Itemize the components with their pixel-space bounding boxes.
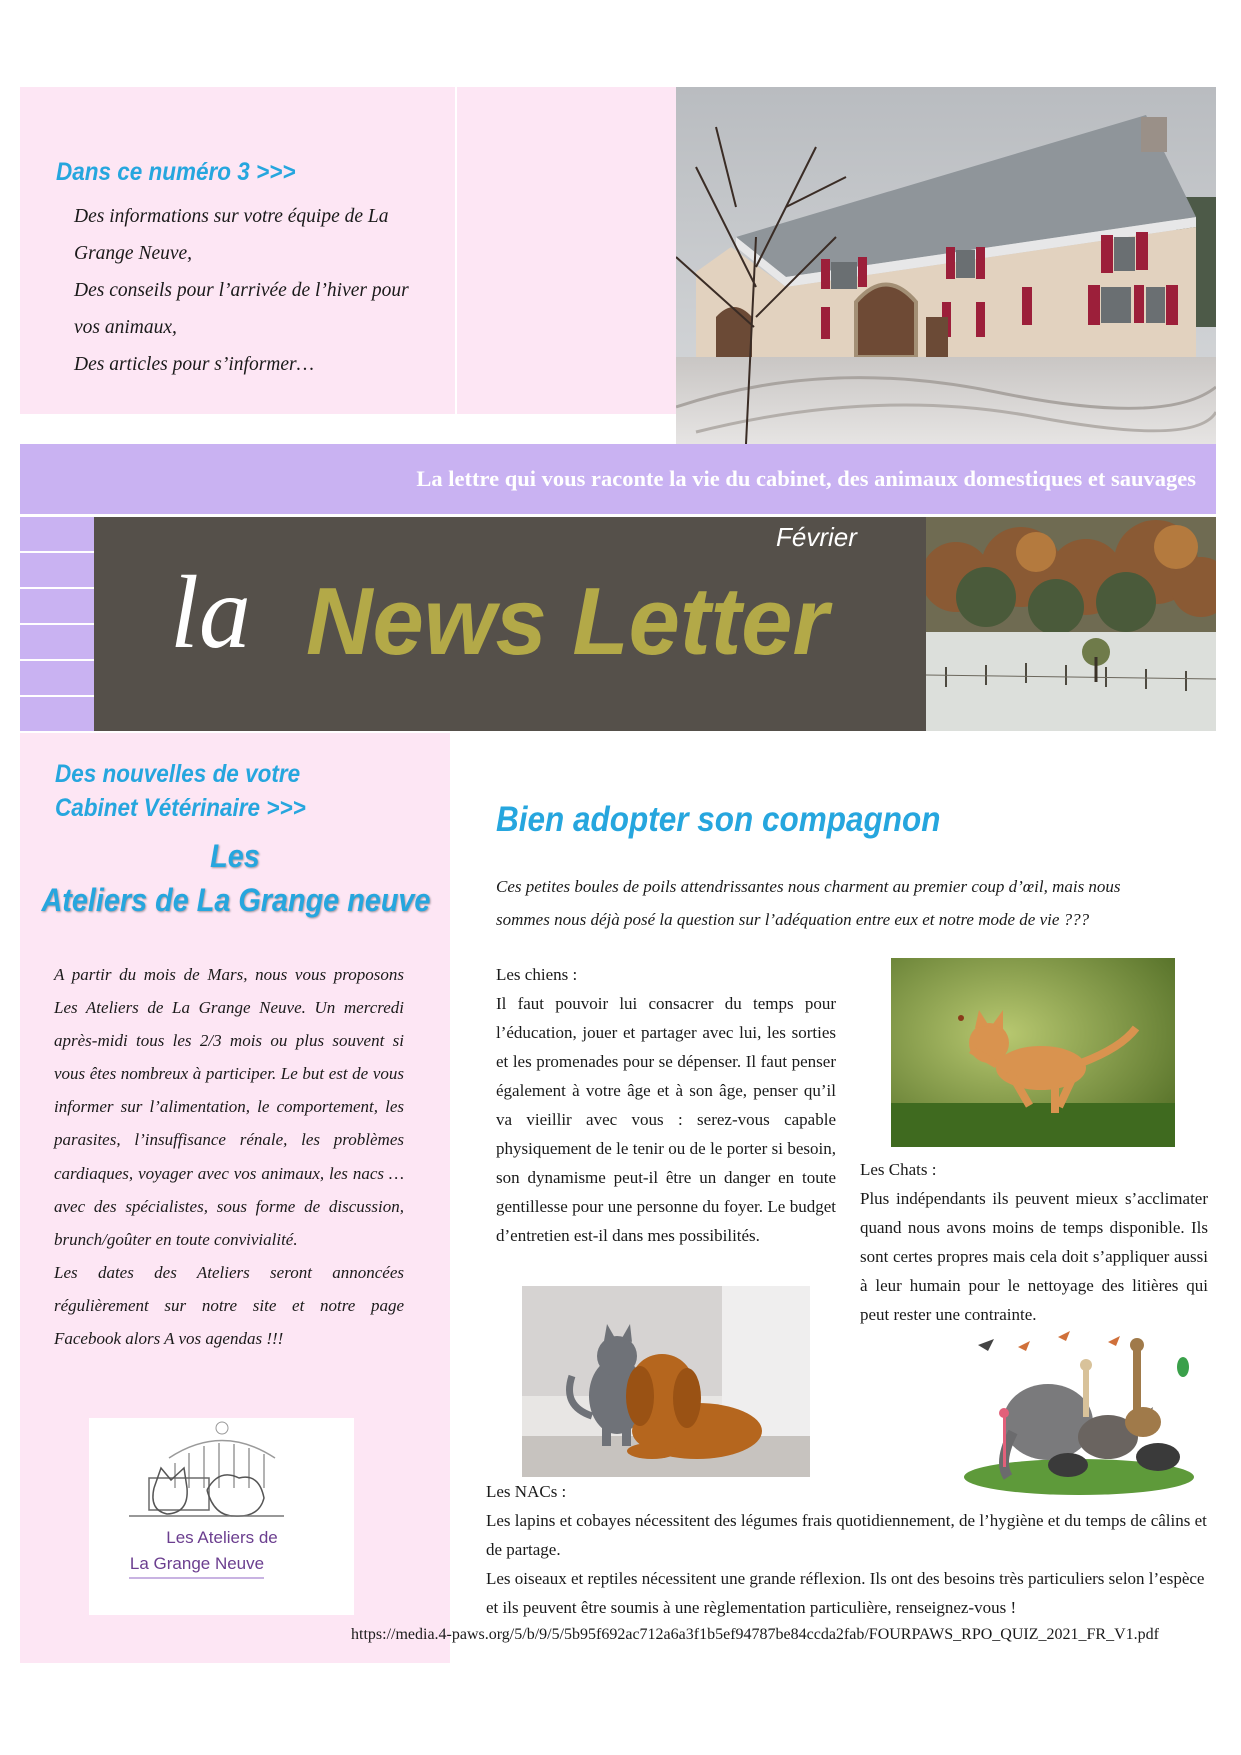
toc-item: Des conseils pour l’arrivée de l’hiver pour: [74, 280, 409, 301]
masthead-la: la: [170, 555, 251, 670]
toc-item: vos animaux,: [74, 317, 177, 338]
kitten-photo: [891, 958, 1175, 1147]
toc-item: Des informations sur votre équipe de La: [74, 206, 389, 227]
toc-item: Grange Neuve,: [74, 243, 193, 264]
article-intro-line: Ces petites boules de poils attendrissantes nous charment au premier coup d’œil, mais nous: [496, 877, 1121, 896]
logo-text: La Grange Neuve: [129, 1554, 265, 1573]
cat-and-dog-photo: [522, 1286, 810, 1477]
sidebar-heading: Des nouvelles de votre: [55, 760, 301, 788]
masthead-title: News Letter: [306, 568, 829, 675]
dogs-section: [496, 960, 836, 1250]
article-title: Bien adopter son compagnon: [496, 800, 941, 839]
toc-title: Dans ce numéro 3 >>>: [56, 158, 296, 186]
farmhouse-photo: [676, 87, 1216, 444]
sidebar-subheading: Les: [210, 838, 260, 874]
toc-item: Des articles pour s’informer…: [74, 354, 314, 375]
dogs-text: Il faut pouvoir lui consacrer du temps pour l’éducation, jouer et partager avec lui, les sorties et les promenades pour se dépenser. Il faut penser également à votre âge et à son âge, penser qu’il va vieillir avec vous : serez-vous capable physiquement de le tenir ou de le porter si besoin, son dynamisme peut-il être un danger en toute gentillesse pour une personne du foyer. Le budget d’entretien est-il dans mes possibilités.: [496, 994, 836, 1245]
sidebar-paragraph: A partir du mois de Mars, nous vous proposons Les Ateliers de La Grange Neuve. Un mercredi après-midi tous les 2/3 mois ou plus souvent si vous êtes nombreux à participer. Le but est de vous informer sur l’alimentation, le comportement, les parasites, l’insuffisance rénale, les problèmes cardiaques, voyager avec vos animaux, les nacs … avec des spécialistes, sous forme de discussion, brunch/goûter en toute convivialité.: [54, 965, 404, 1249]
tagline: La lettre qui vous raconte la vie du cabinet, des animaux domestiques et sauvages: [416, 466, 1196, 491]
winter-forest-photo: [926, 517, 1216, 731]
sidebar-body: [54, 958, 404, 1355]
sidebar-heading: Cabinet Vétérinaire >>>: [55, 794, 306, 822]
ateliers-logo: [89, 1418, 354, 1615]
masthead-stripes: [20, 517, 94, 731]
nacs-heading: Les NACs :: [486, 1482, 567, 1501]
dogs-heading: Les chiens :: [496, 965, 578, 984]
cats-heading: Les Chats :: [860, 1160, 937, 1179]
masthead-month: Février: [776, 522, 857, 552]
sidebar-paragraph: Les dates des Ateliers seront annoncées régulièrement sur notre site et notre page Facebook alors A vos agendas !!!: [54, 1262, 404, 1349]
sidebar-subheading: Ateliers de La Grange neuve: [41, 882, 431, 918]
article-intro: [496, 871, 1196, 936]
wild-animals-photo: [958, 1327, 1200, 1495]
logo-text: Les Ateliers de: [166, 1528, 278, 1547]
article-intro-line: sommes nous déjà posé la question sur l’adéquation entre eux et notre mode de vie ???: [496, 909, 1090, 929]
nacs-text: Les oiseaux et reptiles nécessitent une grande réflexion. Ils ont des besoins très particuliers selon l’espèce et ils peuvent être soumis à une règlementation particulière, renseignez-vous !: [486, 1569, 1205, 1617]
nacs-text: Les lapins et cobayes nécessitent des légumes frais quotidiennement, de l’hygiène et du temps de câlins et de partage.: [486, 1511, 1207, 1559]
toc-divider: [20, 414, 676, 416]
cats-section: [860, 1155, 1208, 1329]
toc-divider: [455, 87, 457, 414]
cats-text: Plus indépendants ils peuvent mieux s’acclimater quand nous avons moins de temps disponible. Ils sont certes propres mais cela doit s’appliquer aussi à leur humain pour le nettoyage des litières qui peut rester une contrainte.: [860, 1189, 1208, 1324]
nacs-section: [486, 1477, 1208, 1622]
source-link[interactable]: https://media.4-paws.org/5/b/9/5/5b95f692ac712a6a3f1b5ef94787be84ccda2fab/FOURPAWS_RPO_QUIZ_2021_FR_V1.pdf: [351, 1626, 1159, 1643]
